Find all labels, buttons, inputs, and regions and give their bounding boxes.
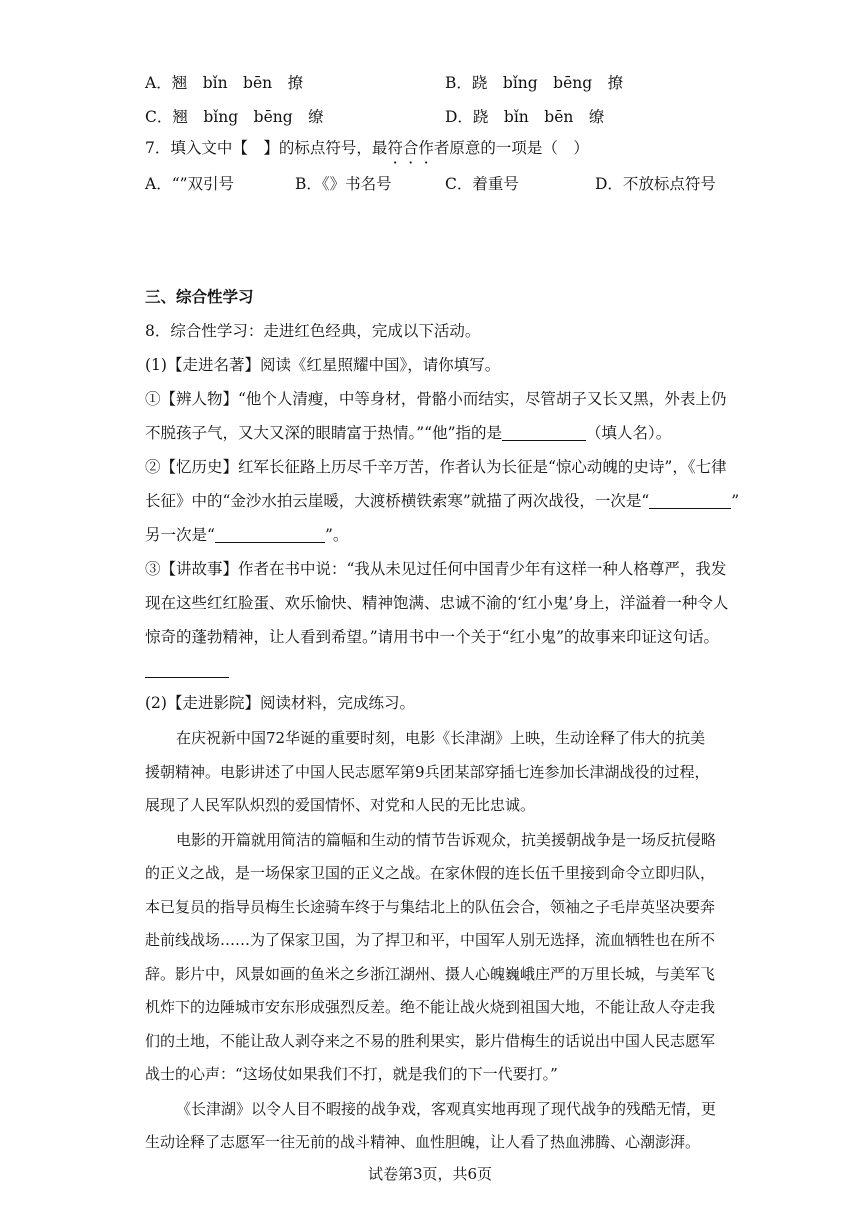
material-line-5: 的正义之战，是一场保家卫国的正义之战。在家休假的连长伍千里接到命令立即归队， <box>145 864 716 882</box>
q8-part1-heading: (1)【走进名著】阅读《红星照耀中国》，请你填写。 <box>145 356 501 374</box>
q8-c2-line3 <box>145 525 348 545</box>
q8-c2-answer-blank-2[interactable] <box>215 526 325 543</box>
q8-c2-line2 <box>145 491 739 511</box>
q8-c3-line1: ③【讲故事】作者在书中说：“我从未见过任何中国青少年有这样一种人格尊严，我发 <box>145 560 727 578</box>
q8-c3-line3: 惊奇的蓬勃精神，让人看到希望。”请用书中一个关于“红小鬼”的故事来印证这句话。 <box>145 628 720 646</box>
q8-c1-answer-blank[interactable] <box>502 424 586 441</box>
q8-c2-quote-close: ” <box>731 492 740 510</box>
q7-option-d[interactable]: D．不放标点符号 <box>595 175 716 193</box>
material-line-7: 赴前线战场……为了保家卫国，为了捍卫和平，中国军人别无选择，流血牺牲也在所不 <box>145 931 716 949</box>
q8-c3-answer-blank[interactable] <box>145 677 229 678</box>
q8-c2-text: 长征》中的“金沙水拍云崖暖，大渡桥横铁索寒”就描了两次战役，一次是“ <box>145 492 650 510</box>
q7-option-a[interactable]: A．“”双引号 <box>145 175 235 193</box>
q7-stem <box>145 138 589 158</box>
q8-c3-line2: 现在这些红红脸蛋、欢乐愉快、精神饱满、忠诚不渝的‘红小鬼’身上，洋溢着一种令人 <box>145 594 729 612</box>
material-line-9: 机炸下的边陲城市安东形成强烈反差。绝不能让战火烧到祖国大地，不能让敌人夺走我 <box>145 998 716 1016</box>
section-title: 三、综合性学习 <box>145 288 254 306</box>
q7-emphasis-char-1: 符 <box>387 139 403 157</box>
material-line-11: 战士的心声：“这场仗如果我们不打，就是我们的下一代要打。” <box>145 1065 558 1083</box>
q8-part2-heading: (2)【走进影院】阅读材料，完成练习。 <box>145 694 415 712</box>
q7-stem-post: 者原意的一项是（ ） <box>433 139 589 157</box>
q8-c1-text: 不脱孩子气，又大又深的眼睛富于热情。”“他”指的是 <box>145 424 503 442</box>
q7-option-c[interactable]: C．着重号 <box>445 175 519 193</box>
material-line-12: 《长津湖》以令人目不暇接的战争戏，客观真实地再现了现代战争的残酷无情，更 <box>176 1100 717 1118</box>
q8-c2-line1: ②【忆历史】红军长征路上历尽千辛万苦，作者认为长征是“惊心动魄的史诗”，《七律 <box>145 458 727 476</box>
q7-stem-pre: 7．填入文中【 】的标点符号，最 <box>145 139 388 157</box>
q8-c2-quote-close-2: ”。 <box>324 526 349 544</box>
material-line-13: 生动诠释了志愿军一往无前的战斗精神、血性胆魄，让人看了热血沸腾、心潮澎湃。 <box>145 1133 701 1151</box>
q6-option-b[interactable]: B．跷 bǐng bēng 撩 <box>445 74 624 92</box>
q8-c1-line1: ①【辨人物】“他个人清瘦，中等身材，骨骼小而结实，尽管胡子又长又黑，外表上仍 <box>145 390 727 408</box>
q8-stem: 8．综合性学习：走进红色经典，完成以下活动。 <box>145 322 481 340</box>
material-line-4: 电影的开篇就用简洁的篇幅和生动的情节告诉观众，抗美援朝战争是一场反抗侵略 <box>176 831 717 849</box>
material-line-2: 援朝精神。电影讲述了中国人民志愿军第9兵团某部穿插七连参加长津湖战役的过程， <box>145 763 710 781</box>
q7-option-b[interactable]: B．《》书名号 <box>295 175 392 193</box>
q8-c2-answer-blank-1[interactable] <box>649 492 731 509</box>
q6-option-d[interactable]: D．跷 bǐn bēn 缭 <box>445 108 605 126</box>
q8-c1-line2 <box>145 423 671 443</box>
q8-c1-note: （填人名）。 <box>586 424 672 442</box>
material-line-8: 辞。影片中，风景如画的鱼米之乡浙江湖州、摄人心魄巍峨庄严的万里长城，与美军飞 <box>145 965 716 983</box>
q7-emphasis-char-3: 作 <box>418 139 434 157</box>
material-line-6: 本已复员的指导员梅生长途骑车终于与集结北上的队伍会合，领袖之子毛岸英坚决要奔 <box>145 898 716 916</box>
q8-c2-text-2: 另一次是“ <box>145 526 215 544</box>
q7-emphasis-char-2: 合 <box>402 139 419 157</box>
material-line-3: 展现了人民军队炽烈的爱国情怀、对党和人民的无比忠诚。 <box>145 796 536 814</box>
material-line-1: 在庆祝新中国72华诞的重要时刻，电影《长津湖》上映，生动诠释了伟大的抗美 <box>176 729 706 747</box>
page-footer: 试卷第3页，共6页 <box>367 1165 493 1183</box>
q6-option-c[interactable]: C．翘 bǐng bēng 缭 <box>145 108 324 126</box>
q6-option-a[interactable]: A．翘 bǐn bēn 撩 <box>145 74 304 92</box>
material-line-10: 们的土地，不能让敌人剥夺来之不易的胜利果实，影片借梅生的话说出中国人民志愿军 <box>145 1032 716 1050</box>
